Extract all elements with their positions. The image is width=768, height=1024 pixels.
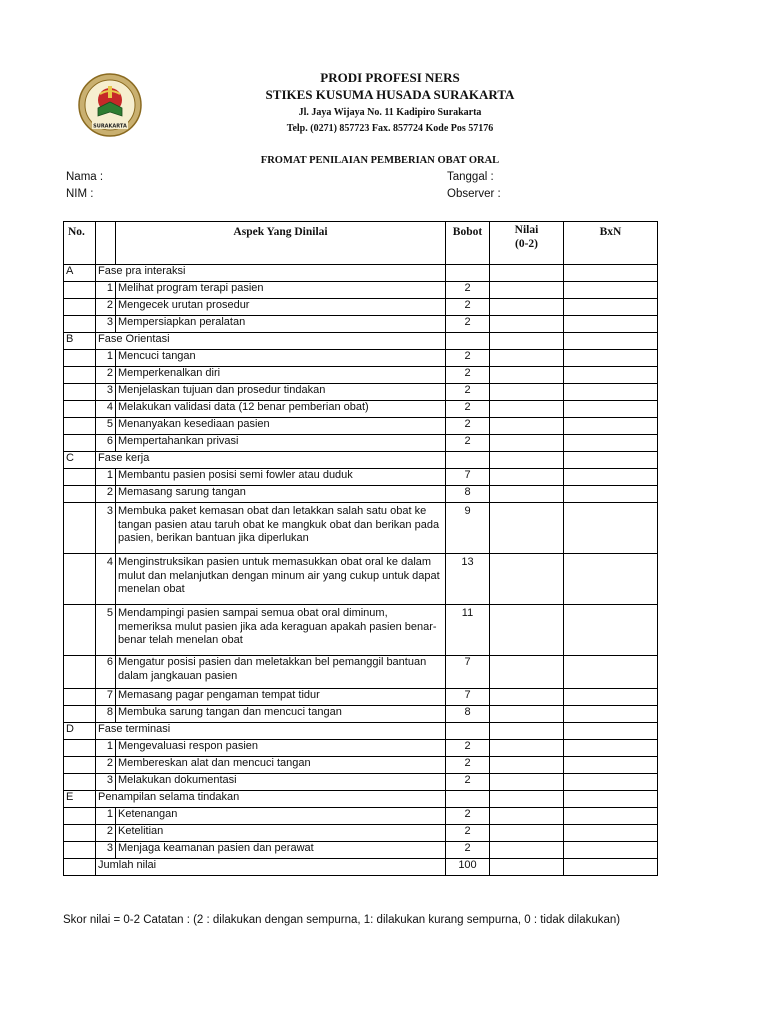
bxn-cell [564,554,658,605]
bxn-cell [564,808,658,825]
bxn-cell [564,367,658,384]
nilai-cell [490,401,564,418]
item-bobot: 8 [446,486,490,503]
total-bobot: 100 [446,859,490,876]
item-bobot: 2 [446,367,490,384]
item-number: 7 [96,689,116,706]
item-text: Mengecek urutan prosedur [116,299,446,316]
empty-cell [64,367,96,384]
bxn-cell [564,384,658,401]
item-number: 6 [96,435,116,452]
item-number: 8 [96,706,116,723]
nilai-cell [490,350,564,367]
empty-cell [64,774,96,791]
empty-cell [64,299,96,316]
item-number: 1 [96,469,116,486]
item-text: Membereskan alat dan mencuci tangan [116,757,446,774]
header-program: PRODI PROFESI NERS [320,70,460,85]
table-row [64,706,658,723]
section-letter: E [64,791,96,808]
table-row [64,469,658,486]
assessment-table [63,221,658,876]
nilai-cell [490,503,564,554]
item-text: Menjelaskan tujuan dan prosedur tindakan [116,384,446,401]
col-bobot: Bobot [446,222,490,265]
section-row [64,791,658,808]
nilai-cell [490,757,564,774]
bxn-cell [564,350,658,367]
table-row [64,401,658,418]
bxn-cell [564,825,658,842]
item-bobot: 2 [446,384,490,401]
item-text: Ketenangan [116,808,446,825]
item-number: 3 [96,503,116,554]
item-number: 6 [96,656,116,689]
table-row [64,384,658,401]
table-row [64,435,658,452]
item-bobot: 2 [446,808,490,825]
item-number: 1 [96,808,116,825]
nilai-cell [490,486,564,503]
item-number: 3 [96,842,116,859]
bobot-cell [446,333,490,350]
table-row [64,842,658,859]
bxn-cell [564,282,658,299]
col-aspek: Aspek Yang Dinilai [116,222,446,265]
col-no: No. [64,222,96,265]
item-number: 1 [96,350,116,367]
section-row [64,333,658,350]
section-title: Fase kerja [96,452,446,469]
nilai-cell [490,469,564,486]
nilai-cell [490,791,564,808]
item-bobot: 2 [446,418,490,435]
bobot-cell [446,723,490,740]
table-row [64,503,658,554]
section-row [64,452,658,469]
item-number: 1 [96,740,116,757]
bxn-cell [564,503,658,554]
bxn-cell [564,333,658,350]
nilai-cell [490,316,564,333]
bxn-cell [564,299,658,316]
item-bobot: 2 [446,316,490,333]
item-number: 3 [96,774,116,791]
bobot-cell [446,791,490,808]
header-contact: Telp. (0271) 857723 Fax. 857724 Kode Pos 57176 [286,123,494,134]
nilai-cell [490,740,564,757]
empty-cell [64,435,96,452]
bxn-cell [564,265,658,282]
bxn-cell [564,469,658,486]
table-row [64,689,658,706]
empty-cell [64,605,96,656]
total-label: Jumlah nilai [96,859,446,876]
item-bobot: 2 [446,842,490,859]
item-text: Memperkenalkan diri [116,367,446,384]
item-text: Mencuci tangan [116,350,446,367]
bxn-cell [564,757,658,774]
nilai-cell [490,299,564,316]
item-number: 3 [96,384,116,401]
item-text: Menjaga keamanan pasien dan perawat [116,842,446,859]
section-title: Fase terminasi [96,723,446,740]
item-number: 5 [96,418,116,435]
empty-cell [64,859,96,876]
nilai-cell [490,605,564,656]
item-bobot: 2 [446,350,490,367]
total-row [64,859,658,876]
nilai-cell [490,808,564,825]
nilai-cell [490,452,564,469]
empty-cell [64,486,96,503]
section-title: Fase Orientasi [96,333,446,350]
item-text: Melakukan dokumentasi [116,774,446,791]
empty-cell [64,418,96,435]
item-bobot: 2 [446,774,490,791]
item-text: Memasang pagar pengaman tempat tidur [116,689,446,706]
empty-cell [64,282,96,299]
item-number: 2 [96,367,116,384]
col-sub [96,222,116,265]
nilai-cell [490,435,564,452]
nilai-cell [490,842,564,859]
item-number: 2 [96,486,116,503]
empty-cell [64,350,96,367]
table-row [64,316,658,333]
section-title: Fase pra interaksi [96,265,446,282]
bxn-cell [564,316,658,333]
empty-cell [64,808,96,825]
empty-cell [64,825,96,842]
table-row [64,757,658,774]
empty-cell [64,689,96,706]
nilai-cell [490,265,564,282]
nilai-cell [490,384,564,401]
bxn-cell [564,689,658,706]
table-row [64,350,658,367]
bxn-cell [564,418,658,435]
item-number: 4 [96,401,116,418]
bxn-cell [564,740,658,757]
section-letter: D [64,723,96,740]
section-row [64,265,658,282]
section-letter: C [64,452,96,469]
item-bobot: 11 [446,605,490,656]
bxn-cell [564,605,658,656]
item-bobot: 13 [446,554,490,605]
item-bobot: 2 [446,740,490,757]
empty-cell [64,554,96,605]
item-bobot: 8 [446,706,490,723]
bxn-cell [564,706,658,723]
bobot-cell [446,265,490,282]
item-number: 2 [96,299,116,316]
item-text: Menanyakan kesediaan pasien [116,418,446,435]
item-text: Mempersiapkan peralatan [116,316,446,333]
nilai-cell [490,282,564,299]
empty-cell [64,316,96,333]
bxn-cell [564,452,658,469]
item-number: 4 [96,554,116,605]
table-row [64,740,658,757]
svg-text:SURAKARTA: SURAKARTA [93,123,127,130]
item-text: Memasang sarung tangan [116,486,446,503]
section-letter: A [64,265,96,282]
item-text: Melihat program terapi pasien [116,282,446,299]
item-number: 2 [96,757,116,774]
table-row [64,299,658,316]
item-bobot: 2 [446,757,490,774]
nilai-cell [490,825,564,842]
item-text: Mendampingi pasien sampai semua obat oral diminum, memeriksa mulut pasien jika ada keraguan apakah pasien benar-benar telah menelan obat [116,605,446,656]
table-row [64,605,658,656]
empty-cell [64,757,96,774]
empty-cell [64,503,96,554]
section-letter: B [64,333,96,350]
nilai-cell [490,333,564,350]
nilai-cell [490,689,564,706]
item-text: Mempertahankan privasi [116,435,446,452]
table-row [64,554,658,605]
nilai-cell [490,656,564,689]
item-number: 2 [96,825,116,842]
empty-cell [64,842,96,859]
empty-cell [64,384,96,401]
empty-cell [64,469,96,486]
item-text: Ketelitian [116,825,446,842]
header-address: Jl. Jaya Wijaya No. 11 Kadipiro Surakarta [298,107,482,118]
item-bobot: 2 [446,401,490,418]
item-bobot: 2 [446,299,490,316]
nilai-cell [490,418,564,435]
field-nama: Nama : [66,171,104,183]
bobot-cell [446,452,490,469]
table-row [64,656,658,689]
item-bobot: 7 [446,656,490,689]
item-number: 1 [96,282,116,299]
col-nilai: Nilai (0-2) [490,222,564,265]
nilai-cell [490,859,564,876]
item-text: Mengatur posisi pasien dan meletakkan bel pemanggil bantuan dalam jangkauan pasien [116,656,446,689]
col-bxn: BxN [564,222,658,265]
table-row [64,825,658,842]
bxn-cell [564,435,658,452]
empty-cell [64,656,96,689]
field-observer: Observer : [447,188,501,200]
table-row [64,367,658,384]
item-bobot: 7 [446,469,490,486]
field-nim: NIM : [66,188,94,200]
empty-cell [64,740,96,757]
item-text: Mengevaluasi respon pasien [116,740,446,757]
item-number: 5 [96,605,116,656]
bxn-cell [564,486,658,503]
form-title: FROMAT PENILAIAN PEMBERIAN OBAT ORAL [260,155,500,166]
item-text: Membuka sarung tangan dan mencuci tangan [116,706,446,723]
nilai-cell [490,367,564,384]
table-header-row [64,222,658,265]
stikes-logo [78,72,142,138]
table-row [64,774,658,791]
section-title: Penampilan selama tindakan [96,791,446,808]
item-bobot: 7 [446,689,490,706]
bxn-cell [564,401,658,418]
item-bobot: 2 [446,282,490,299]
bxn-cell [564,723,658,740]
item-text: Membuka paket kemasan obat dan letakkan salah satu obat ke tangan pasien atau taruh obat ke mangkuk obat dan berikan pada pasien, berikan bantuan jika diperlukan [116,503,446,554]
table-row [64,418,658,435]
item-text: Membantu pasien posisi semi fowler atau duduk [116,469,446,486]
item-text: Melakukan validasi data (12 benar pemberian obat) [116,401,446,418]
item-number: 3 [96,316,116,333]
bxn-cell [564,774,658,791]
table-row [64,282,658,299]
item-bobot: 9 [446,503,490,554]
nilai-cell [490,554,564,605]
header-institution: STIKES KUSUMA HUSADA SURAKARTA [265,87,515,102]
score-note: Skor nilai = 0-2 Catatan : (2 : dilakukan dengan sempurna, 1: dilakukan kurang sempurna, 0 : tidak dilakukan) [63,914,621,926]
table-row [64,486,658,503]
table-row [64,808,658,825]
bxn-cell [564,656,658,689]
nilai-cell [490,723,564,740]
nilai-cell [490,774,564,791]
item-bobot: 2 [446,435,490,452]
empty-cell [64,706,96,723]
item-text: Menginstruksikan pasien untuk memasukkan obat oral ke dalam mulut dan melanjutkan dengan minum air yang cukup untuk dapat menelan obat [116,554,446,605]
bxn-cell [564,842,658,859]
nilai-cell [490,706,564,723]
empty-cell [64,401,96,418]
bxn-cell [564,859,658,876]
bxn-cell [564,791,658,808]
item-bobot: 2 [446,825,490,842]
field-tanggal: Tanggal : [447,171,494,183]
section-row [64,723,658,740]
